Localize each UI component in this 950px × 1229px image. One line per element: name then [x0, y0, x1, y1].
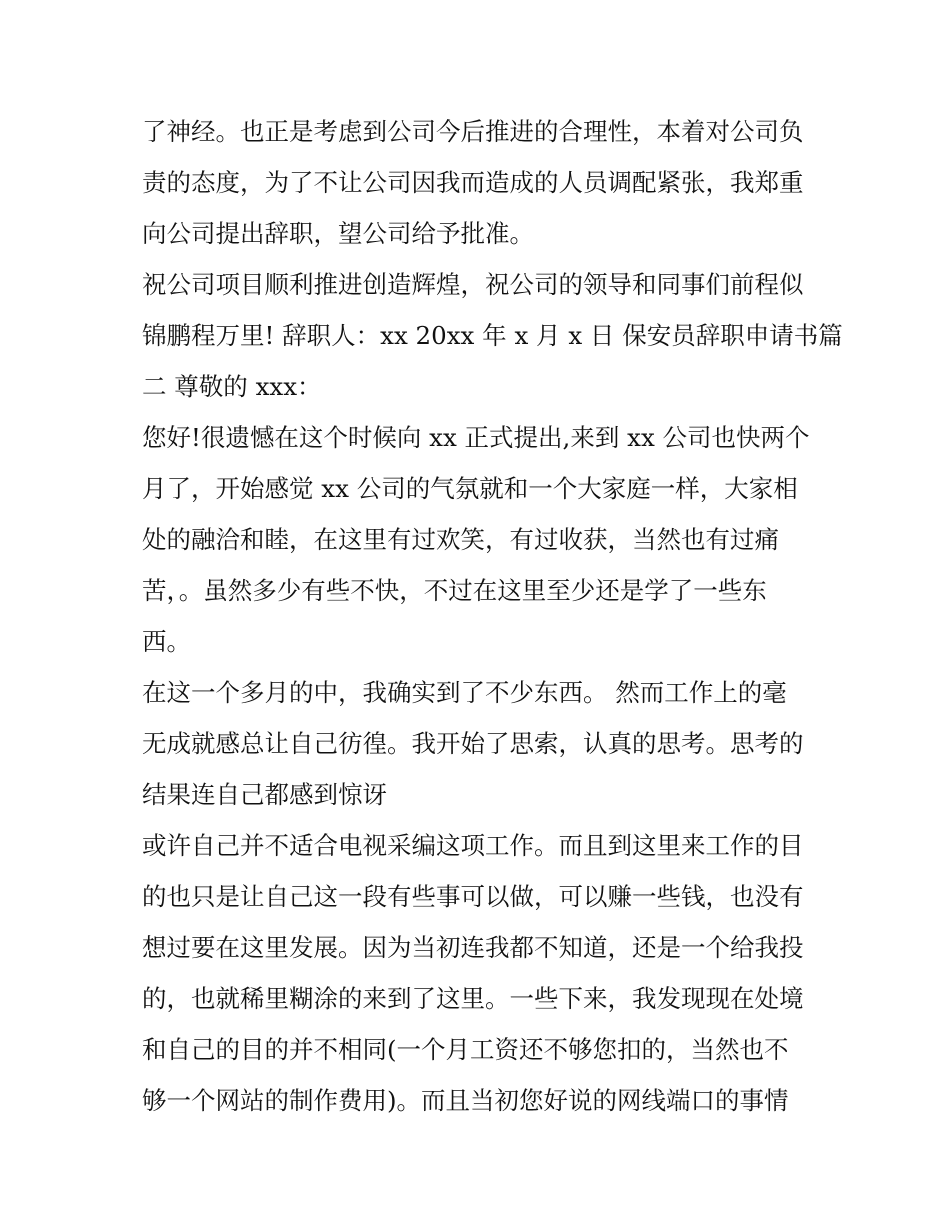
text-line: 了神经。也正是考虑到公司今后推进的合理性，本着对公司负: [142, 117, 804, 146]
text-line: 结果连自己都感到惊讶: [142, 780, 387, 809]
text-line: 向公司提出辞职，望公司给予批准。: [142, 219, 534, 248]
text-line: 苦，。虽然多少有些不快，不过在这里至少还是学了一些东: [142, 576, 767, 605]
text-line: 二 尊敬的 xxx：: [142, 372, 322, 401]
text-line: 锦鹏程万里! 辞职人：xx 20xx 年 x 月 x 日 保安员辞职申请书篇: [142, 321, 843, 350]
text-line: 处的融洽和睦，在这里有过欢笑，有过收获，当然也有过痛: [142, 525, 779, 554]
text-line: 西。: [142, 627, 191, 656]
text-line: 祝公司项目顺利推进创造辉煌，祝公司的领导和同事们前程似: [142, 270, 804, 299]
text-line: 和自己的目的并不相同(一个月工资还不够您扣的，当然也不: [142, 1035, 789, 1064]
text-line: 您好!很遗憾在这个时候向 xx 正式提出,来到 xx 公司也快两个: [142, 423, 810, 452]
text-line: 或许自己并不适合电视采编这项工作。而且到这里来工作的目: [142, 831, 804, 860]
text-line: 想过要在这里发展。因为当初连我都不知道，还是一个给我投: [142, 933, 804, 962]
text-line: 的也只是让自己这一段有些事可以做，可以赚一些钱，也没有: [142, 882, 804, 911]
text-line: 的，也就稀里糊涂的来到了这里。一些下来，我发现现在处境: [142, 984, 804, 1013]
letter-body: [142, 106, 843, 1126]
text-line: 责的态度，为了不让公司因我而造成的人员调配紧张，我郑重: [142, 168, 804, 197]
text-line: 在这一个多月的中，我确实到了不少东西。 然而工作上的毫: [142, 678, 787, 707]
text-line: 无成就感总让自己彷徨。我开始了思索，认真的思考。思考的: [142, 729, 804, 758]
text-line: 够一个网站的制作费用)。而且当初您好说的网线端口的事情: [142, 1086, 789, 1115]
text-line: 月了，开始感觉 xx 公司的气氛就和一个大家庭一样，大家相: [142, 474, 798, 503]
